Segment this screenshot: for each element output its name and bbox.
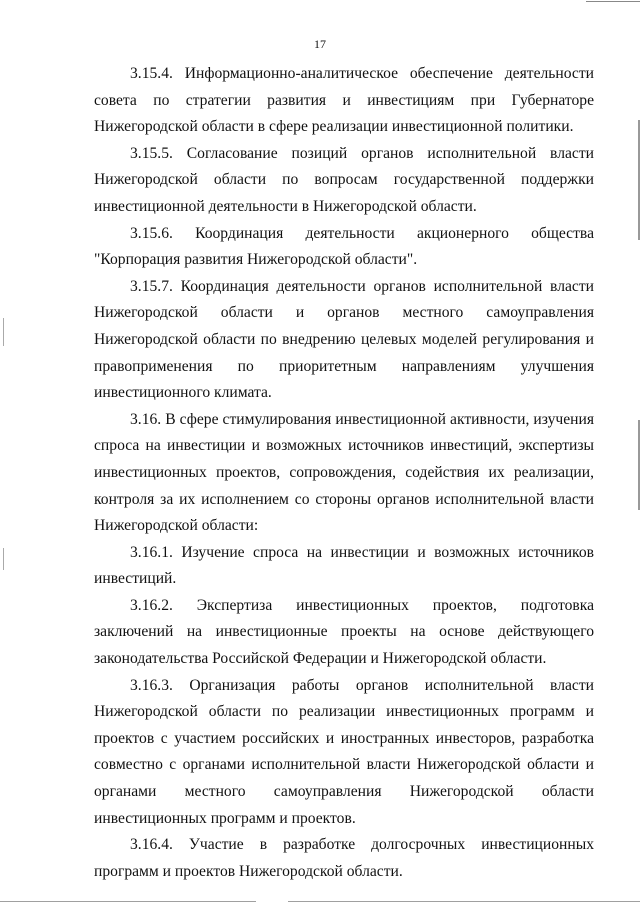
paragraph-3-15-5: 3.15.5. Согласование позиций органов исполнительной власти Нижегородской области по вопросам государственной поддержки инвестиционной деятельности в Нижегородской области.	[94, 144, 594, 215]
paragraph-3-16: 3.16. В сфере стимулирования инвестиционной активности, изучения спроса на инвестиции и возможных источников инвестиций, экспертизы инвестиционных проектов, сопровождения, содействия их реализации, контроля за их исполнением со стороны органов исполнительной власти Нижегородской области:	[94, 410, 594, 535]
scan-artifact-top	[586, 1, 640, 2]
paragraph-3-16-4: 3.16.4. Участие в разработке долгосрочных инвестиционных программ и проектов Нижегородской области.	[94, 836, 594, 880]
scan-artifact-left	[3, 318, 4, 346]
scan-artifact-left	[3, 548, 4, 570]
paragraph-3-16-3: 3.16.3. Организация работы органов исполнительной власти Нижегородской области по реализации инвестиционных программ и проектов с участием российских и иностранных инвесторов, разработка совместно с органами исполнительной власти Нижегородской области и органами местного самоуправления Нижегородской области инвестиционных программ и проектов.	[94, 676, 594, 827]
paragraph-3-15-6: 3.15.6. Координация деятельности акционерного общества "Корпорация развития Нижегородской области".	[94, 224, 594, 269]
scan-artifact-bottom	[0, 901, 640, 902]
paragraph-3-16-2: 3.16.2. Экспертиза инвестиционных проектов, подготовка заключений на инвестиционные проекты на основе действующего законодательства Российской Федерации и Нижегородской области.	[94, 596, 594, 668]
document-body	[94, 61, 594, 885]
paragraph-3-16-1: 3.16.1. Изучение спроса на инвестиции и возможных источников инвестиций.	[94, 543, 594, 588]
page-number: 17	[314, 37, 326, 51]
paragraph-3-15-4: 3.15.4. Информационно-аналитическое обеспечение деятельности совета по стратегии развития и инвестициям при Губернаторе Нижегородской области в сфере реализации инвестиционной политики.	[94, 65, 594, 136]
paragraph-3-15-7: 3.15.7. Координация деятельности органов исполнительной власти Нижегородской области и органов местного самоуправления Нижегородской области по внедрению целевых моделей регулирования и правоприменения по приоритетным направлениям улучшения инвестиционного климата.	[94, 277, 594, 402]
